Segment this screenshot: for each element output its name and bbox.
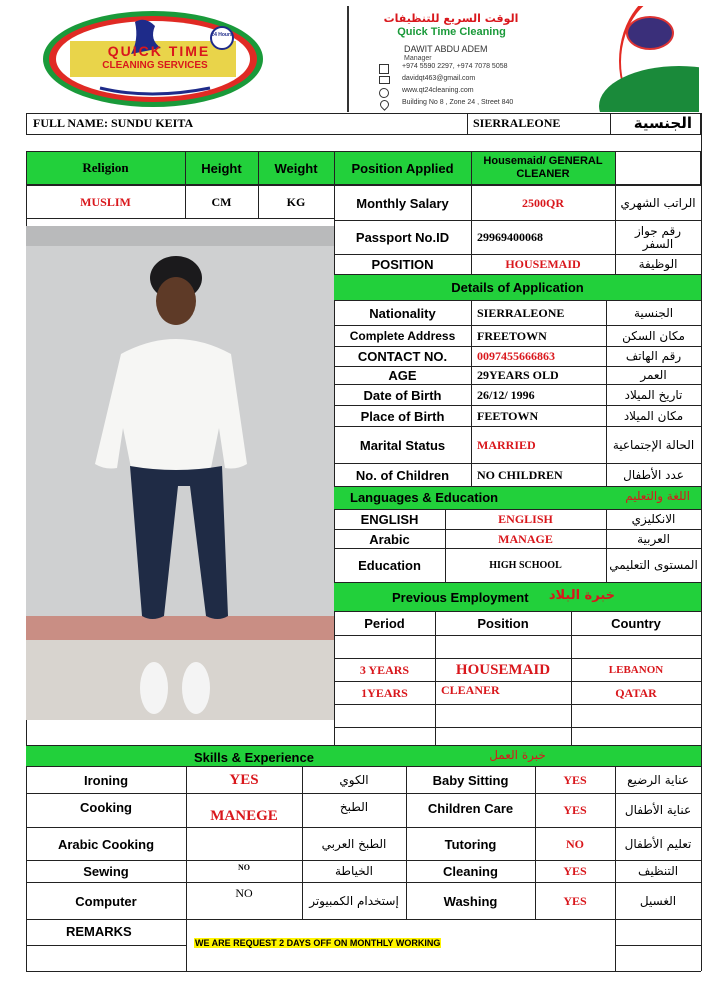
skill-label: Ironing [83,772,129,788]
detail-value: 0097455666863 [477,349,555,363]
detail-label: Complete Address [349,329,456,343]
employment-position: HOUSEMAID [455,661,551,678]
detail-label: Nationality [369,305,436,321]
location-icon [378,98,391,111]
full-name: FULL NAME: SUNDU KEITA [33,116,194,130]
skills-title: Skills & Experience [194,750,314,765]
detail-ar: تاريخ الميلاد [624,387,683,402]
header-height: Height [201,160,242,176]
skill-label: Baby Sitting [432,772,509,788]
header-nationality-ar: الجنسية [633,114,692,132]
passport-label: Passport No.ID [355,230,450,245]
employment-title-ar: خبرة البلاد [548,588,615,603]
details-table [334,301,701,486]
detail-ar: رقم الهاتف [625,349,682,363]
monthly-salary-label: Monthly Salary [356,195,449,211]
remarks-label: REMARKS [66,923,132,939]
details-title: Details of Application [451,280,584,295]
religion-value: MUSLIM [80,194,131,209]
monthly-salary-value: 2500QR [522,195,564,210]
skill-value: NO [566,836,584,851]
header-religion: Religion [82,160,129,175]
skill-ar: الغسيل [639,893,677,908]
skill-label: Arabic Cooking [57,836,155,852]
card-company: Quick Time Cleaning [397,26,506,38]
skill-label: Cleaning [443,864,498,879]
languages-title: Languages & Education [350,490,499,505]
header-position-applied: Position Applied [351,160,454,176]
detail-label: Marital Status [359,437,446,453]
detail-label: AGE [388,368,417,383]
skill-ar: الطبخ العربي [321,836,387,851]
detail-ar: مكان الميلاد [623,408,684,423]
skill-ar: الكوي [339,772,369,787]
detail-ar: الحالة الإجتماعية [612,437,695,452]
skill-label: Cooking [80,800,132,815]
card-website: www.qt24cleaning.com [402,87,474,94]
detail-value: MARRIED [477,437,536,452]
skill-ar: إستخدام الكمبيوتر [309,893,399,908]
header-weight: Weight [274,160,318,176]
email-icon [379,76,390,84]
header-nationality: SIERRALEONE [473,116,561,130]
language-value: HIGH SCHOOL [489,560,562,571]
card-person: DAWIT ABDU ADEM [404,44,488,54]
card-badge-icon [626,16,674,50]
employment-country: QATAR [615,685,657,700]
skill-ar: التنظيف [637,864,679,878]
detail-value: FEETOWN [477,408,539,423]
languages-title-ar: اللغة والتعليم [625,489,690,503]
position-ar: الوظيفة [638,257,678,271]
card-phone: +974 5590 2297, +974 7078 5058 [402,63,508,70]
skill-ar: الخياطة [335,864,373,878]
detail-label: Place of Birth [360,408,445,424]
detail-value: SIERRALEONE [477,305,565,320]
web-icon [379,88,389,98]
employment-table [334,612,701,745]
employment-period: 3 YEARS [359,662,410,677]
detail-value: NO CHILDREN [477,467,563,482]
detail-value: 29YEARS OLD [477,368,559,382]
employment-country: LEBANON [608,664,664,676]
employment-header-position: Position [477,616,529,631]
skill-label: Tutoring [444,836,497,852]
card-address: Building No 8 , Zone 24 , Street 840 [402,99,514,106]
detail-ar: عدد الأطفال [623,467,684,482]
height-value: CM [211,194,232,209]
header-housemaid: Housemaid/ GENERAL CLEANER [483,155,603,180]
skill-ar: عناية الأطفال [624,803,692,817]
skill-value: NO [238,863,250,872]
detail-label: Date of Birth [363,387,442,403]
skill-value: YES [563,893,587,908]
business-card [347,6,699,112]
remarks-text: WE ARE REQUEST 2 DAYS OFF ON MONTHLY WORKING [195,938,441,948]
company-logo [40,8,266,110]
skill-ar: عناية الرضيع [627,772,689,787]
detail-label: No. of Children [355,467,450,483]
skill-value: YES [563,772,587,787]
passport-value: 29969400068 [477,230,543,244]
language-value: ENGLISH [498,512,553,526]
passport-ar: رقم جواز السفر [634,223,682,251]
detail-ar: مكان السكن [622,328,685,343]
skill-label: Computer [75,893,137,909]
language-ar: العربية [637,531,670,546]
position-value: HOUSEMAID [505,257,581,271]
skill-label: Sewing [83,864,129,879]
employment-position: CLEANER [441,682,500,697]
employment-title: Previous Employment [392,590,529,605]
skills-table [26,767,701,939]
card-arabic-name: الوقت السريع للتنظيفات [383,12,519,25]
skill-label: Children Care [427,801,514,816]
skills-header-bar [26,745,701,767]
skill-value: YES [563,864,587,878]
skill-ar: تعليم الأطفال [624,836,692,851]
employment-header-period: Period [364,616,405,631]
logo-badge: 24 Hours [211,32,233,38]
detail-value: FREETOWN [477,328,547,343]
candidate-photo [26,226,334,720]
language-value: MANAGE [498,531,553,546]
language-label: Arabic [369,531,410,547]
detail-value: 26/12/ 1996 [477,387,535,402]
language-label: ENGLISH [360,512,419,527]
detail-ar: العمر [640,368,667,382]
skill-ar: الطبخ [339,800,369,814]
employment-period: 1YEARS [361,685,408,700]
weight-value: KG [286,194,306,209]
skills-title-ar: خبرة العمل [489,748,546,762]
skill-value: NO [235,886,253,900]
skill-value [186,828,302,860]
phone-icon [379,64,389,74]
detail-label: CONTACT NO. [357,349,448,364]
detail-ar: الجنسية [633,305,674,320]
language-label: Education [358,558,421,573]
language-ar: الانكليزي [631,512,676,526]
card-role: Manager [404,55,432,62]
card-email: davidqt463@gmail.com [402,75,476,82]
skill-value: YES [563,803,587,817]
skill-value: MANEGE [210,808,278,824]
monthly-salary-ar: الراتب الشهري [620,195,696,210]
skill-value: YES [229,771,259,788]
position-label: POSITION [371,257,434,272]
logo-line-2: CLEANING SERVICES [102,60,208,71]
languages-table [334,510,701,582]
language-ar: المستوى التعليمي [609,558,698,572]
logo-line-1: QUICK TIME [107,43,211,59]
employment-header-country: Country [611,616,661,631]
skill-label: Washing [443,893,498,909]
